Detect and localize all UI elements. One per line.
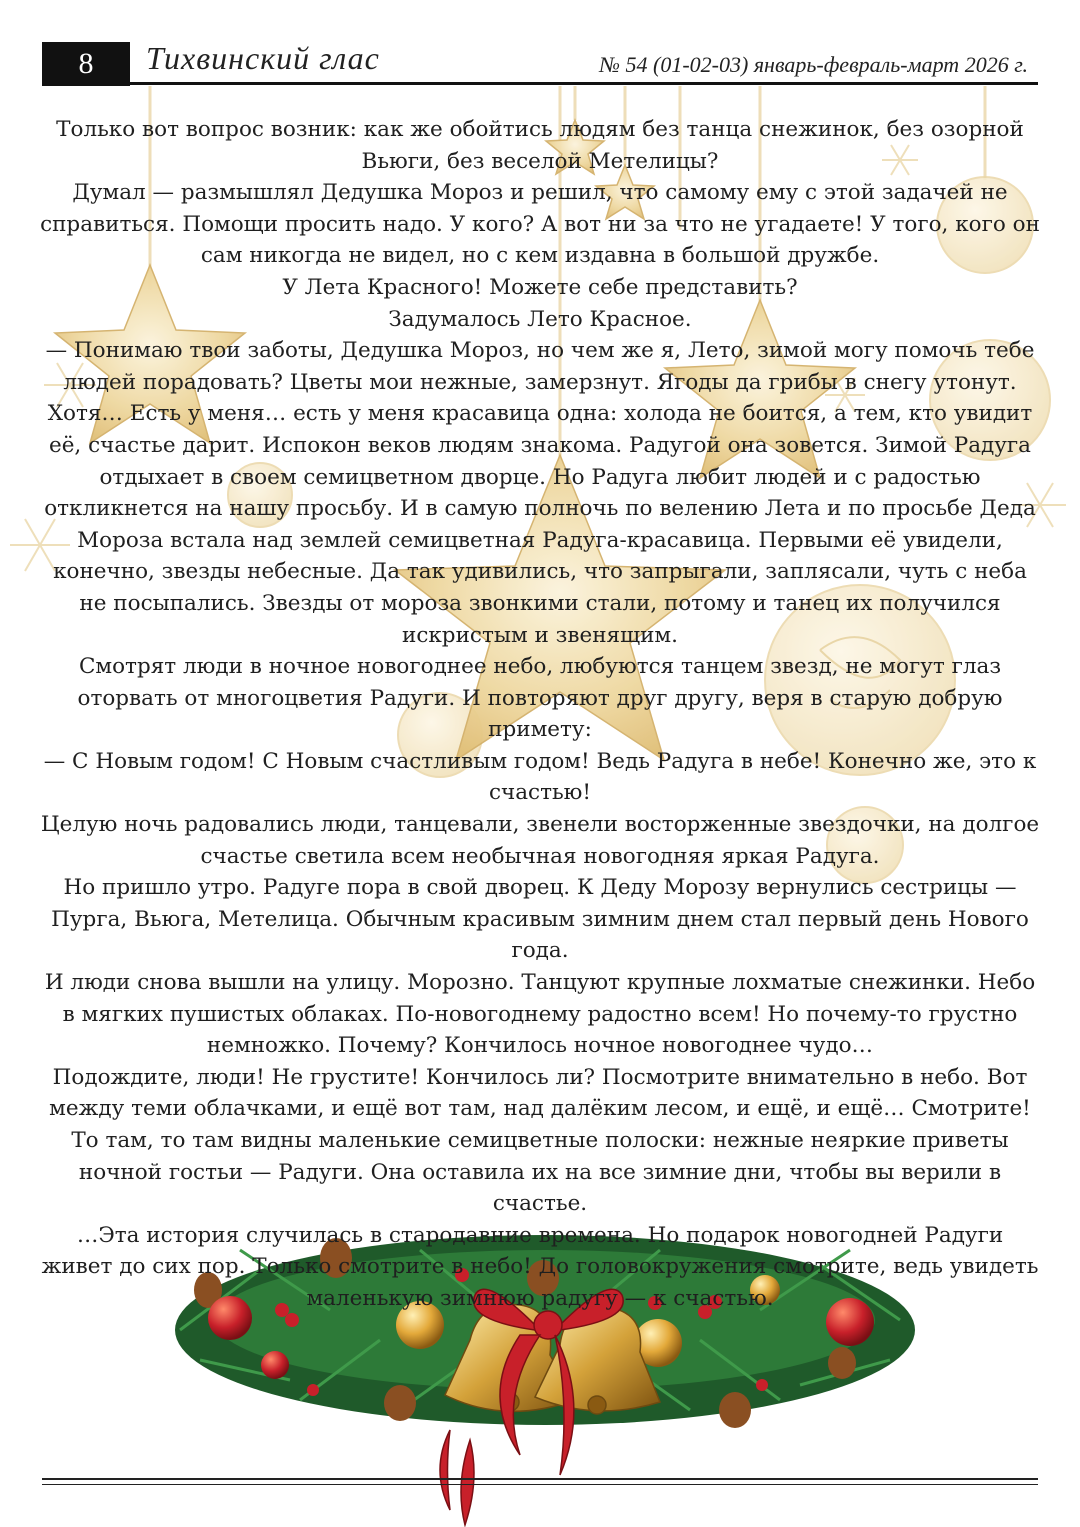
article-paragraph: …Эта история случилась в стародавние времена. Но подарок новогодней Радуги живет до сих пор. Только смотрите в небо! До головокружения смотрите, ведь увидеть маленькую зимнюю радугу — к счастью. xyxy=(41,1222,1039,1311)
footer-rule xyxy=(42,1478,1038,1480)
footer-rule-thin xyxy=(42,1484,1038,1485)
article-paragraph: У Лета Красного! Можете себе представить? xyxy=(282,274,798,300)
article-paragraph: Целую ночь радовались люди, танцевали, звенели восторженные звездочки, на долгое счастье светила всем необычная новогодняя яркая Радуга. xyxy=(40,812,1040,869)
article-paragraph: Только вот вопрос возник: как же обойтись людям без танца снежинок, без озорной Вьюги, без веселой Метелицы? xyxy=(56,117,1024,174)
article-paragraph: Но пришло утро. Радуге пора в свой дворец. К Деду Морозу вернулись сестрицы — Пурга, Вьюга, Метелица. Обычным красивым зимним днем стал первый день Нового года. xyxy=(51,875,1029,964)
article-paragraph: — С Новым годом! С Новым счастливым годом! Ведь Радуга в небе! Конечно же, это к счастью! xyxy=(43,748,1037,806)
page-number: 8 xyxy=(42,42,130,86)
article-paragraph: Задумалось Лето Красное. xyxy=(388,306,692,332)
header-rule xyxy=(130,82,1038,85)
issue-info: № 54 (01-02-03) январь-февраль-март 2026 г. xyxy=(599,52,1028,77)
newspaper-title: Тихвинский глас xyxy=(146,40,380,76)
article-paragraph: Подождите, люди! Не грустите! Кончилось ли? Посмотрите внимательно в небо. Вот между теми облачками, и ещё вот там, над далёким лесом, и ещё, и ещё… Смотрите! То там, то там видны маленькие семицветные полоски: нежные неяркие приветы ночной гостьи — Радуги. Она оставила их на все зимние дни, чтобы вы верили в счастье. xyxy=(49,1064,1031,1217)
article-paragraph: Думал — размышлял Дедушка Мороз и решил, что самому ему с этой задачей не справиться. Помощи просить надо. У кого? А вот ни за что не угадаете! У того, кого он сам никогда не видел, но с кем издавна в большой дружбе. xyxy=(40,180,1040,269)
article-paragraph: — Понимаю твои заботы, Дедушка Мороз, но чем же я, Лето, зимой могу помочь тебе людей порадовать? Цветы мои нежные, замерзнут. Ягоды да грибы в снегу утонут. Хотя… Есть у меня… есть у меня красавица одна: холода не боится, а тем, кто увидит её, счастье дарит. Испокон веков людям знакома. Радугой она зовется. Зимой Радуга отдыхает в своем семицветном дворце. Но Радуга любит людей и с радостью откликнется на нашу просьбу. И в самую полночь по велению Лета и по просьбе Деда Мороза встала над землей семицветная Радуга-красавица. Первыми её увидели, конечно, звезды небесные. Да так удивились, что запрыгали, заплясали, чуть с неба не посыпались. Звезды от мороза звонкими стали, потому и танец их получился искристым и звенящим. xyxy=(44,338,1036,648)
article-paragraph: И люди снова вышли на улицу. Морозно. Танцуют крупные лохматые снежинки. Небо в мягких пушистых облаках. По-новогоднему радостно всем! Но почему-то грустно немножко. Почему? Кончилось ночное новогоднее чудо… xyxy=(44,970,1036,1059)
article-paragraph: Смотрят люди в ночное новогоднее небо, любуются танцем звезд, не могут глаз оторвать от многоцветия Радуги. И повторяют друг другу, веря в старую добрую примету: xyxy=(77,654,1003,743)
article-body xyxy=(40,114,1040,1315)
